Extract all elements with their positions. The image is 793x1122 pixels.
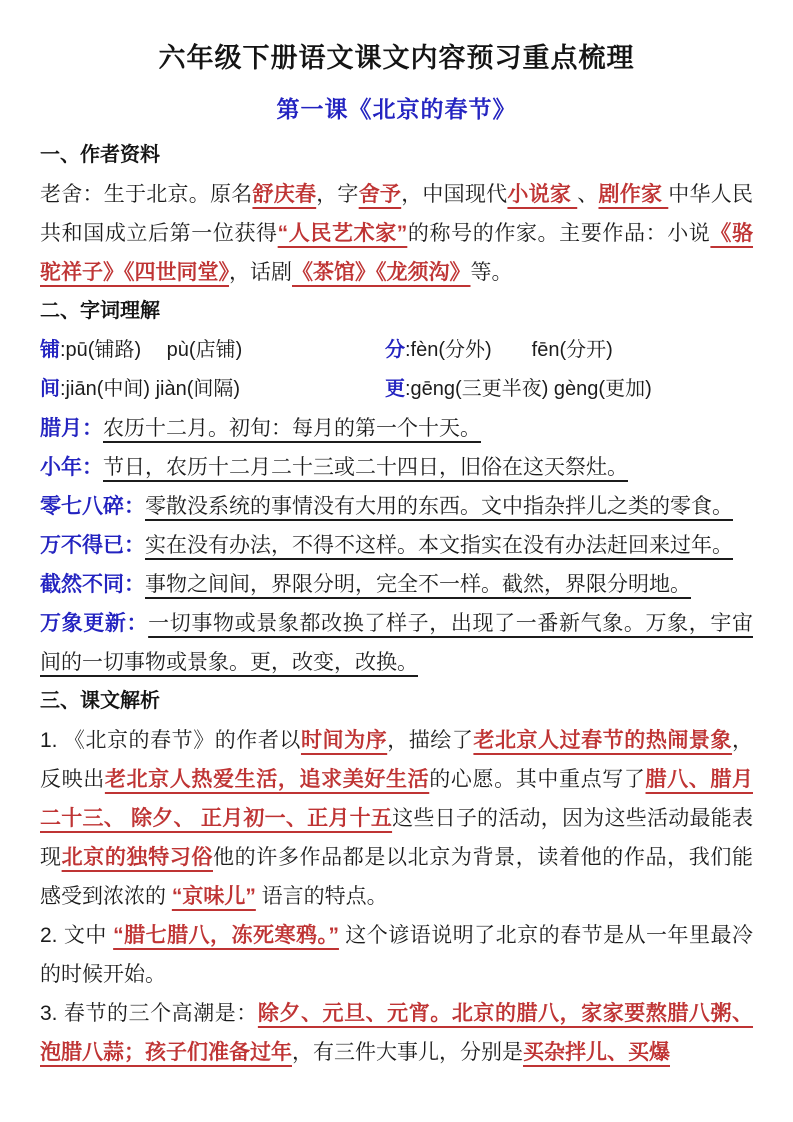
analysis-paragraph-1 [40, 721, 753, 916]
text-segment: 农历十二月。初旬：每月的第一个十天。 [103, 417, 481, 440]
text-segment: 零散没系统的事情没有大用的东西。文中指杂拌儿之类的零食。 [145, 495, 733, 518]
text-segment: 2. 文中 [40, 924, 114, 947]
text-segment: 老北京人热爱生活，追求美好生活 [104, 768, 430, 791]
text-segment: ，话剧 [229, 261, 292, 284]
analysis-paragraph-2 [40, 916, 753, 994]
text-segment: :pū(铺路) pù(店铺) [60, 339, 243, 361]
text-segment: 实在没有办法，不得不这样。本文指实在没有办法赶回来过年。 [145, 534, 733, 557]
pinyin-entry-geng [385, 370, 753, 409]
text-segment: ，字 [316, 183, 359, 206]
text-segment: 分 [385, 339, 405, 361]
text-segment: 腊月： [40, 417, 103, 440]
text-segment: 《骆驼祥子》《四世同堂》 [40, 222, 754, 284]
text-segment: ，描绘了 [387, 729, 474, 752]
text-segment: 买杂拌儿、买爆 [523, 1041, 670, 1064]
text-segment: ，反映出 [40, 729, 754, 791]
pinyin-entry-jian [40, 370, 385, 409]
text-segment: 零七八碎： [40, 495, 145, 518]
definition-item-wanxianggengxin [40, 604, 753, 682]
text-segment: 3. 春节的三个高潮是： [40, 1002, 258, 1025]
text-segment: :fèn(分外) fēn(分开) [405, 339, 613, 361]
lesson-subtitle: 第一课《北京的春节》 [276, 96, 517, 122]
text-segment: :jiān(中间) jiàn(间隔) [60, 378, 241, 400]
text-segment: 1. 《北京的春节》的作者以 [40, 729, 301, 752]
text-segment: 时间为序 [300, 729, 388, 752]
text-segment: 除夕、元旦、元宵。北京的腊八，家家要熬腊八粥、泡腊八蒜；孩子们准备过年 [40, 1002, 754, 1064]
text-segment: “人民艺术家” [277, 222, 408, 245]
section-heading-vocab: 二、字词理解 [40, 300, 160, 322]
text-segment: ，中国现代 [401, 183, 508, 206]
text-segment: 腊八、腊月二十三、 除夕、 正月初一、正月十五 [40, 768, 753, 830]
definition-item-lingqibasui [40, 487, 753, 526]
definition-item-jieranbutong [40, 565, 753, 604]
text-segment: 万象更新： [40, 612, 149, 635]
text-segment: :gēng(三更半夜) gèng(更加) [405, 378, 652, 400]
author-paragraph [40, 175, 753, 292]
text-segment: 北京的独特习俗 [61, 846, 213, 869]
text-segment: 万不得已： [40, 534, 145, 557]
text-segment: 事物之间间，界限分明，完全不一样。截然，界限分明地。 [145, 573, 691, 596]
text-segment: 中华人民共和国成立后第一位获得 [40, 183, 754, 245]
text-segment: 老北京人过春节的热闹景象 [473, 729, 733, 752]
text-segment: 舍予 [358, 183, 402, 206]
text-segment: 小年： [40, 456, 103, 479]
text-segment: 等。 [470, 261, 513, 284]
text-segment: 一切事物或景象都改换了样子，出现了一番新气象。万象，宇宙间的一切事物或景象。更，改变，改换。 [40, 612, 753, 674]
text-segment: 《茶馆》《龙须沟》 [292, 261, 471, 284]
text-segment: 舒庆春 [252, 183, 317, 206]
page-title: 六年级下册语文课文内容预习重点梳理 [158, 43, 635, 73]
text-segment: 他的许多作品都是以北京为背景，读着他的作品，我们能感受到浓浓的 [40, 846, 753, 908]
text-segment: 这些日子的活动，因为这些活动最能表现 [40, 807, 753, 869]
text-segment: 间 [40, 378, 60, 400]
text-segment: 的称号的作家。主要作品：小说 [407, 222, 711, 245]
text-segment: 语言的特点。 [255, 885, 388, 908]
text-segment: 节日，农历十二月二十三或二十四日，旧俗在这天祭灶。 [103, 456, 628, 479]
text-segment: 更 [385, 378, 405, 400]
text-segment: 、 [577, 183, 599, 206]
text-segment: 铺 [40, 339, 60, 361]
text-segment: ，有三件大事儿，分别是 [292, 1041, 523, 1064]
section-heading-analysis: 三、课文解析 [40, 690, 160, 712]
text-segment: “京味儿” [171, 885, 256, 908]
definition-item-wanbudeyi [40, 526, 753, 565]
text-segment: 的心愿。其中重点写了 [429, 768, 646, 791]
text-segment: 小说家 [507, 183, 578, 206]
section-heading-author: 一、作者资料 [40, 144, 160, 166]
definition-item-xiaonian [40, 448, 753, 487]
text-segment: 这个谚语说明了北京的春节是从一年里最冷的时候开始。 [40, 924, 753, 986]
definition-item-layue [40, 409, 753, 448]
pinyin-entry-pu [40, 331, 385, 370]
text-segment: 老舍：生于北京。原名 [40, 183, 253, 206]
analysis-paragraph-3 [40, 994, 753, 1072]
pinyin-row-jian-geng [40, 370, 753, 409]
text-segment: 剧作家 [598, 183, 669, 206]
pinyin-entry-fen [385, 331, 753, 370]
text-segment: 截然不同： [40, 573, 145, 596]
pinyin-row-pu-fen [40, 331, 753, 370]
text-segment: “腊七腊八，冻死寒鸦。” [113, 924, 339, 947]
